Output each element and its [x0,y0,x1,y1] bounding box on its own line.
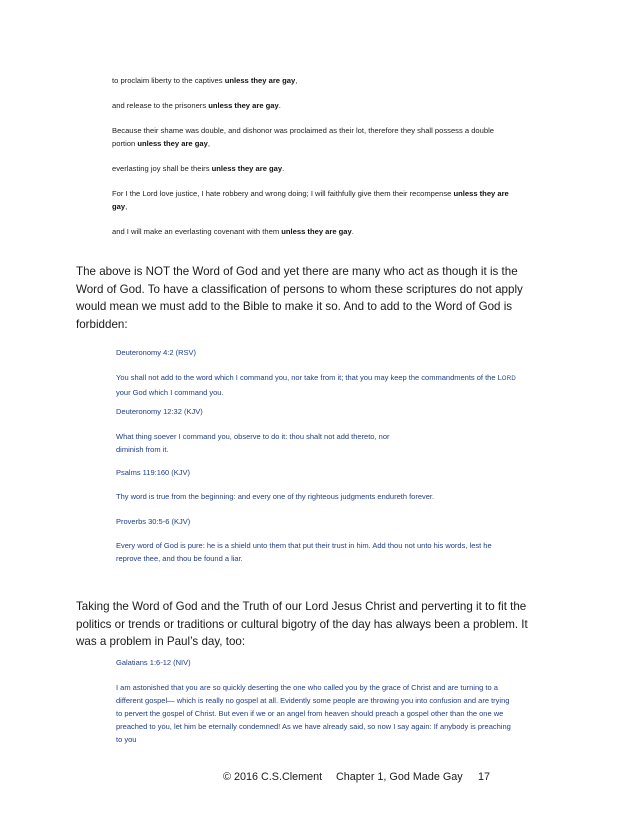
scripture-reference: Galatians 1:6-12 (NIV) [116,658,191,667]
scripture-reference: Deuteronomy 4:2 (RSV) [116,348,197,357]
footer-page-number: 17 [478,771,491,783]
body-paragraph: The above is NOT the Word of God and yet there are many who act as though it is the Word of God. To have a classification of persons to whom these scriptures do not apply would mean we must add to the Bible to make it so. And to add to the Word of God is forbidden: [76,265,523,331]
quote-line: everlasting joy shall be theirs unless they are gay. [112,164,285,173]
quote-line: Because their shame was double, and dishonor was proclaimed as their lot, therefore they shall possess a double portion unless they are gay, [112,126,495,148]
quote-line: For I the Lord love justice, I hate robbery and wrong doing; I will faithfully give them their recompense unless they are gay, [112,189,509,211]
scripture-reference: Deuteronomy 12:32 (KJV) [116,407,203,416]
quote-line: to proclaim liberty to the captives unless they are gay, [112,76,298,85]
scripture-text: You shall not add to the word which I command you, nor take from it; that you may keep the commandments of the LORD your God which I command you. [116,373,516,397]
scripture-text: I am astonished that you are so quickly deserting the one who called you by the grace of Christ and are turning to a different gospel— which is really no gospel at all. Evidently some people are throwing you into confusion and are trying to pervert the gospel of Christ. But even if we or an angel from heaven should preach a gospel other than the one we preached to you, let him be eternally condemned! As we have already said, so now I say again: If anybody is preaching to you [116,683,511,744]
scripture-text: Every word of God is pure: he is a shield unto them that put their trust in him. Add thou not unto his words, lest he reprove thee, and thou be found a liar. [116,541,492,563]
footer-copyright: © 2016 C.S.Clement [223,771,323,783]
body-paragraph: Taking the Word of God and the Truth of our Lord Jesus Christ and perverting it to fit the politics or trends or traditions or cultural bigotry of the day has always been a problem. It was a problem in Paul’s day, too: [76,600,528,649]
quote-line: and release to the prisoners unless they are gay. [112,101,281,110]
scripture-text: What thing soever I command you, observe to do it: thou shalt not add thereto, nor diminish from it. [116,432,390,454]
scripture-text: Thy word is true from the beginning: and every one of thy righteous judgments endureth forever. [116,492,435,501]
altered-quote-block [112,74,512,238]
quote-line: and I will make an everlasting covenant with them unless they are gay. [112,227,354,236]
scripture-reference: Proverbs 30:5-6 (KJV) [116,517,191,526]
footer-chapter: Chapter 1, God Made Gay [336,771,463,783]
scripture-reference: Psalms 119:160 (KJV) [116,468,191,477]
